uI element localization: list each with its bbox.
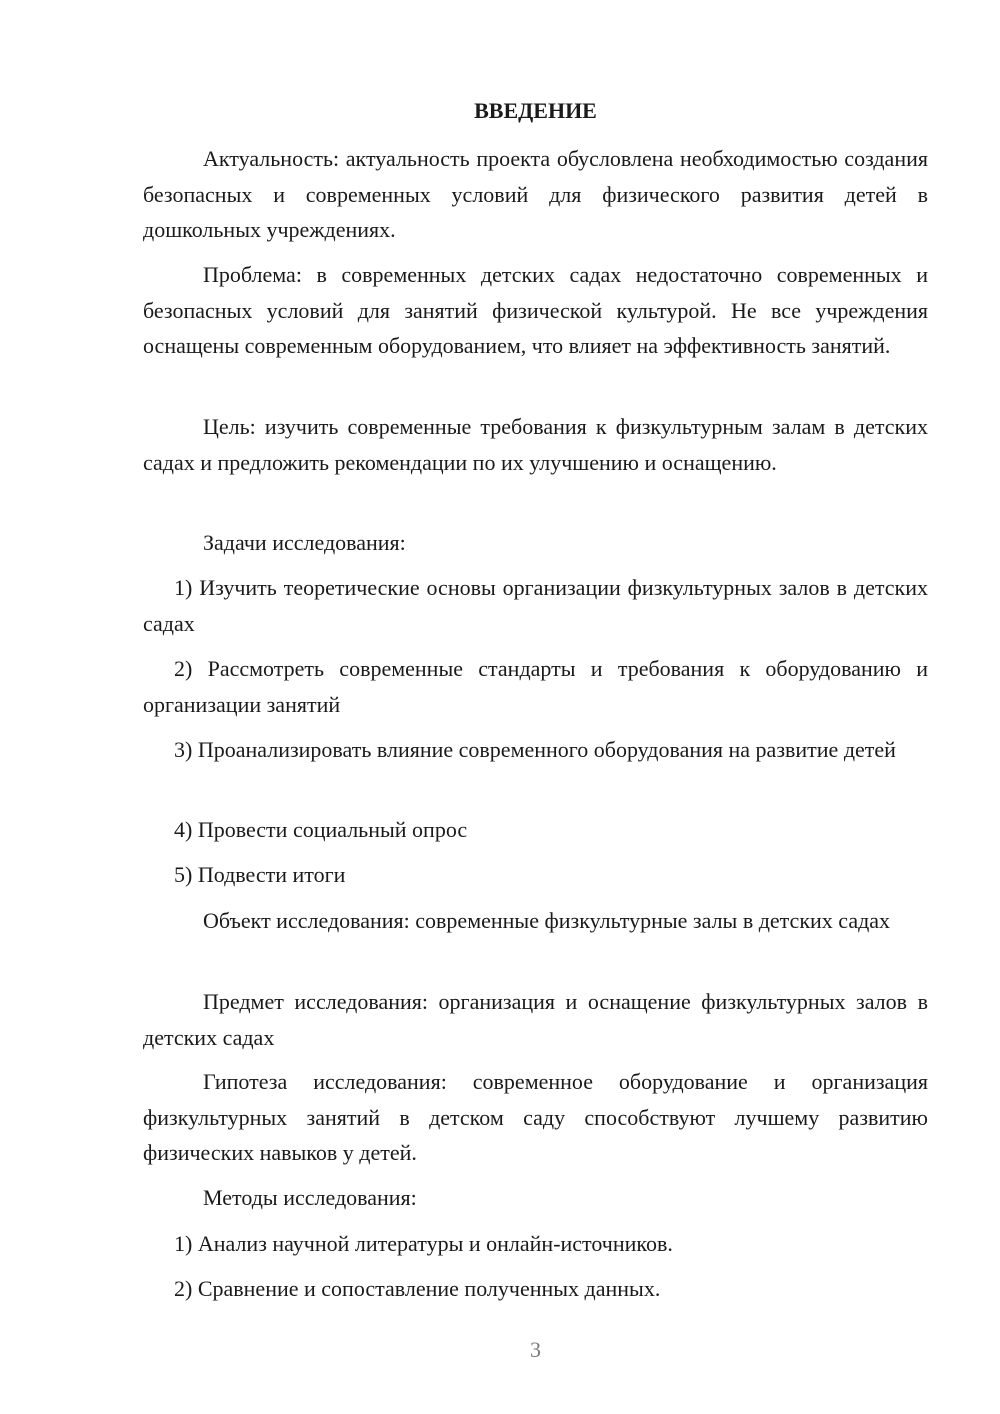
paragraph-relevance: Актуальность: актуальность проекта обусловлена необходимостью создания безопасных и современных условий для физического развития детей в дошкольных учреждениях. [143,146,928,242]
list-item-method-1: 1) Анализ научной литературы и онлайн-источников. [174,1231,673,1256]
paragraph-object: Объект исследования: современные физкультурные залы в детских садах [203,908,891,933]
paragraph-problem: Проблема: в современных детских садах недостаточно современных и безопасных условий для занятий физической культурой. Не все учреждения оснащены современным оборудованием, что влияет на эффективность занятий. [143,262,928,358]
paragraph-subject: Предмет исследования: организация и оснащение физкультурных залов в детских садах [143,989,928,1050]
list-item-task-1: 1) Изучить теоретические основы организации физкультурных залов в детских садах [143,575,928,636]
list-item-task-4: 4) Провести социальный опрос [174,817,468,842]
paragraph-methods-heading: Методы исследования: [203,1185,417,1210]
paragraph-hypothesis: Гипотеза исследования: современное оборудование и организация физкультурных занятий в детском саду способствуют лучшему развитию физических навыков у детей. [143,1069,928,1165]
page-number: 3 [530,1337,541,1362]
list-item-method-2: 2) Сравнение и сопоставление полученных данных. [174,1276,661,1301]
list-item-task-2: 2) Рассмотреть современные стандарты и требования к оборудованию и организации занятий [143,656,928,717]
list-item-task-3: 3) Проанализировать влияние современного оборудования на развитие детей [174,737,896,762]
paragraph-tasks-heading: Задачи исследования: [203,530,406,555]
paragraph-goal: Цель: изучить современные требования к физкультурным залам в детских садах и предложить рекомендации по их улучшению и оснащению. [143,414,928,475]
list-item-task-5: 5) Подвести итоги [174,862,346,887]
page-title: ВВЕДЕНИЕ [474,98,597,123]
